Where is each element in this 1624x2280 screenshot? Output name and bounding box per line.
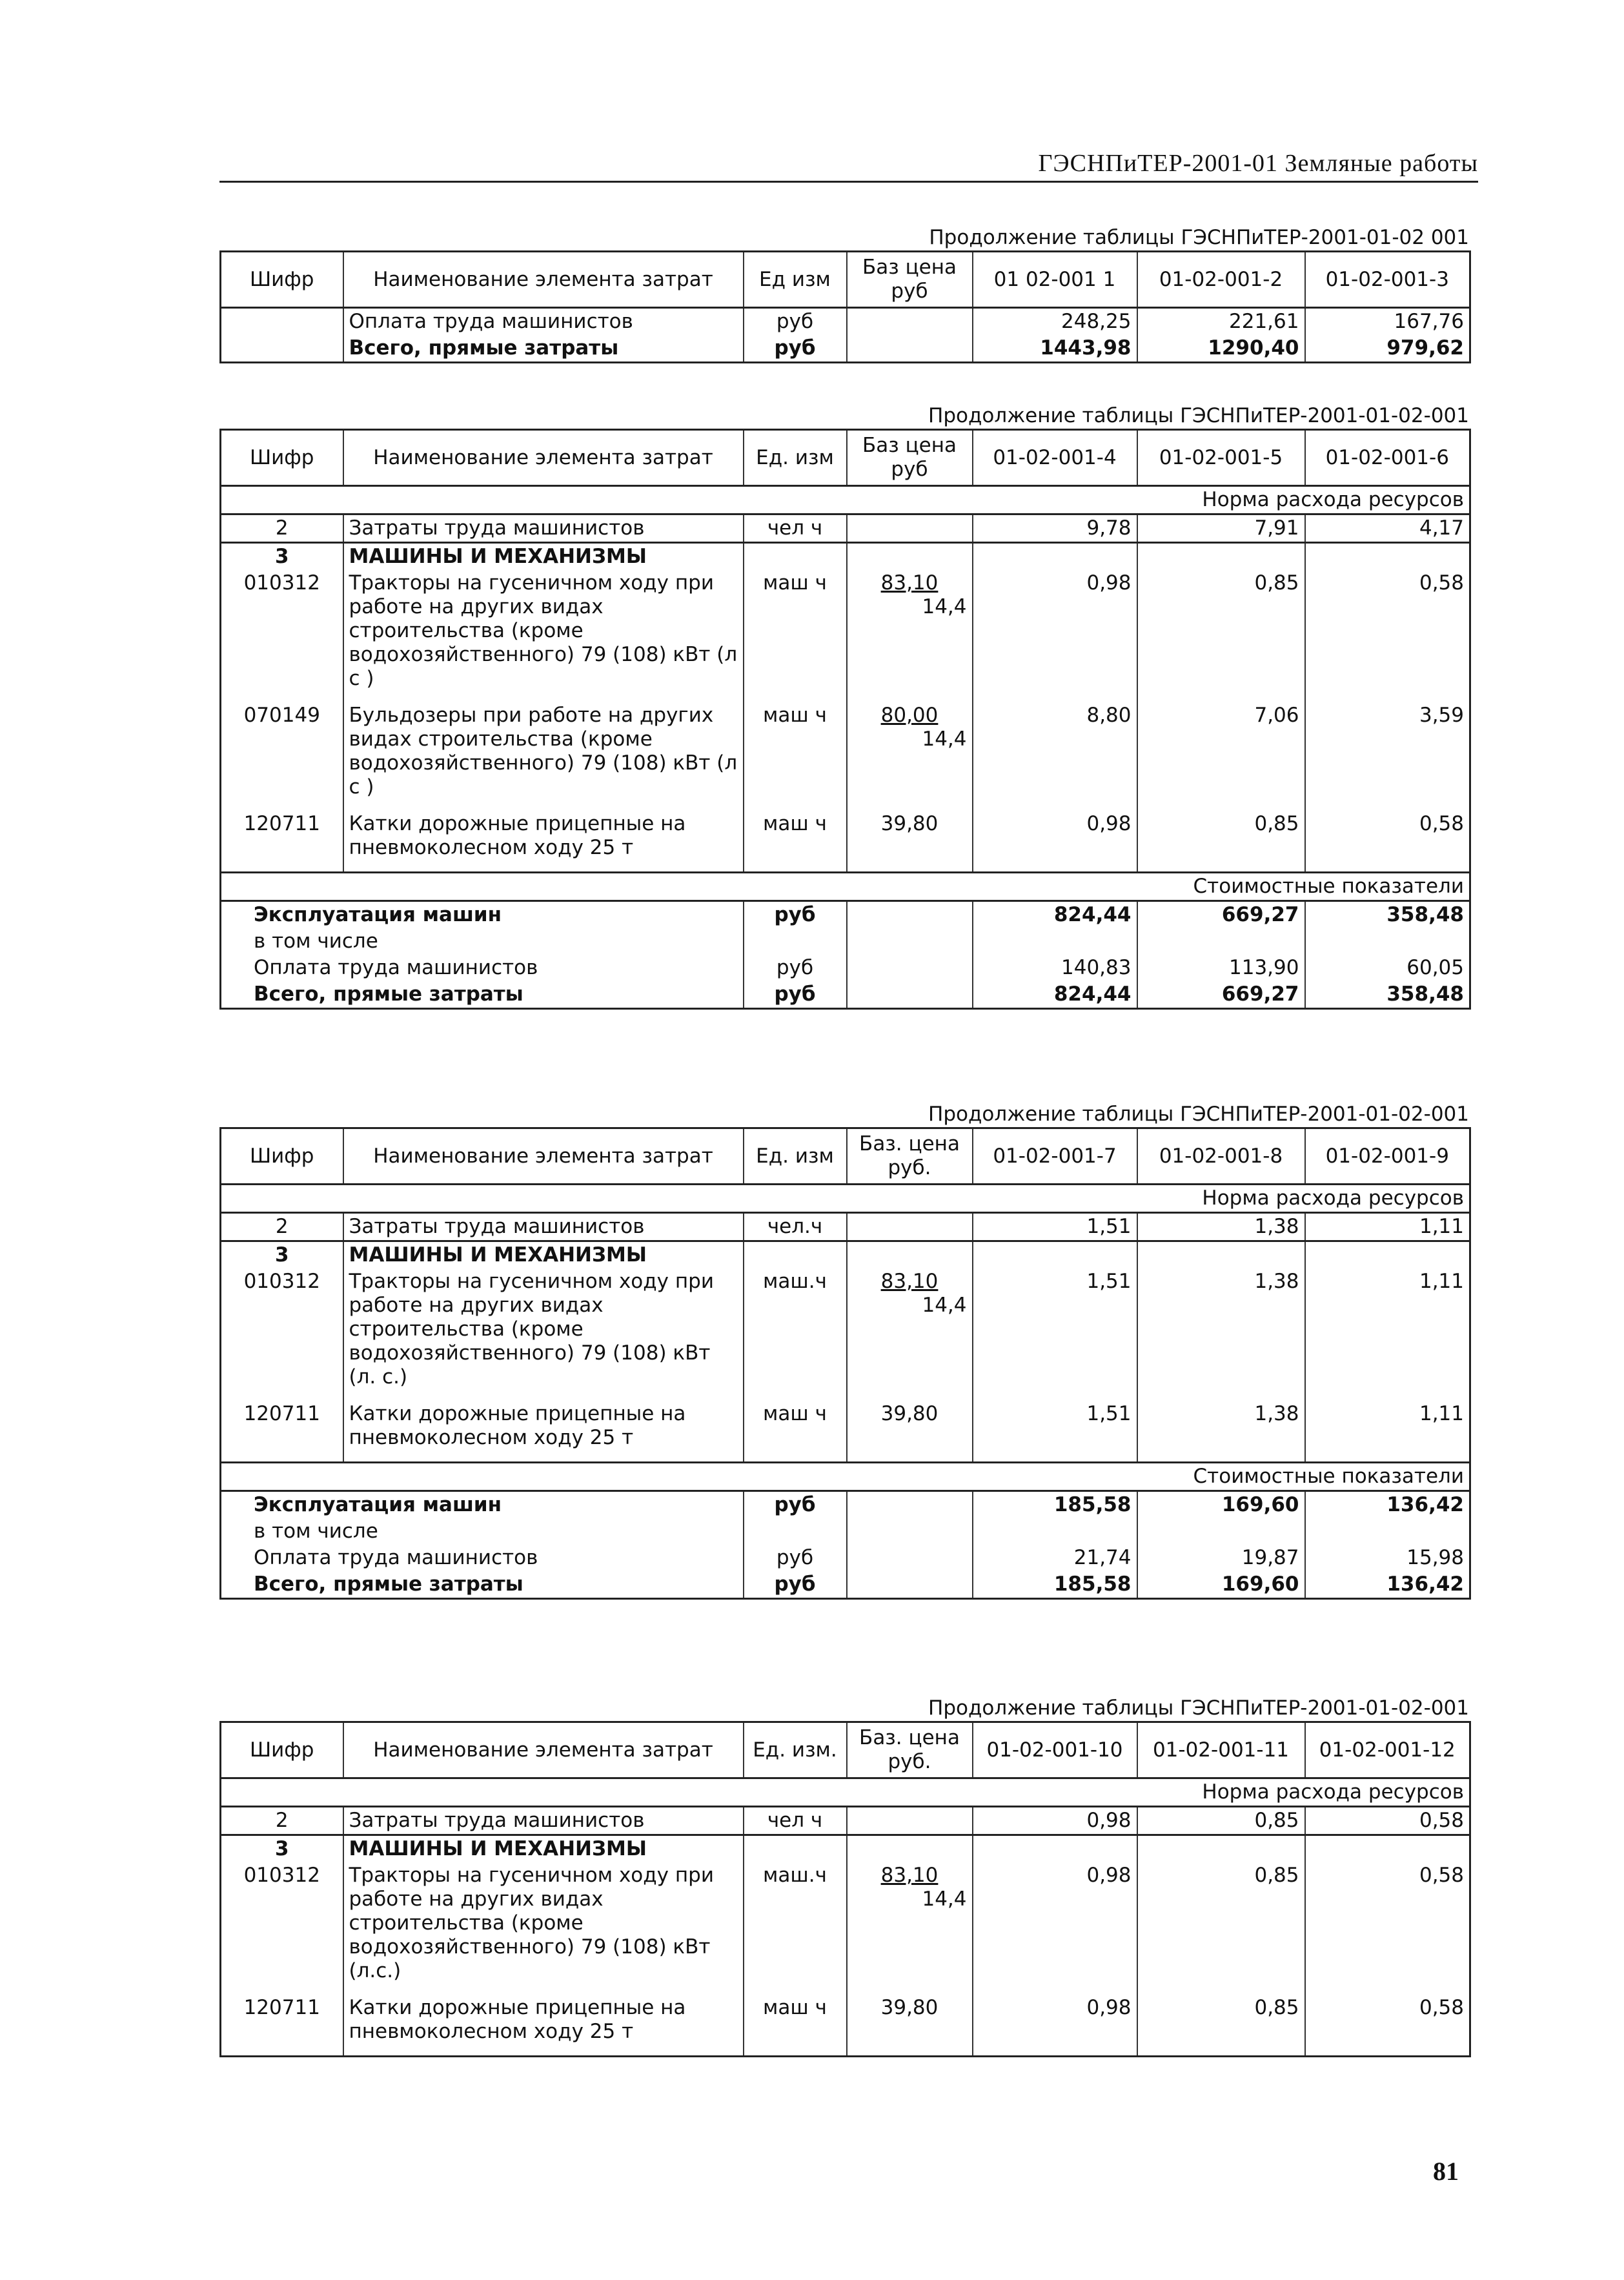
cost-row — [221, 1545, 1470, 1571]
table-row — [221, 1995, 1470, 2057]
column-header: 01-02-001-10 — [973, 1722, 1137, 1778]
unit: руб — [744, 955, 847, 981]
value-cell — [1137, 1835, 1305, 1863]
resource-code: 3 — [221, 543, 343, 571]
cost-name: Оплата труда машинистов — [221, 1545, 744, 1571]
resource-name: Затраты труда машинистов — [343, 1807, 744, 1835]
section-label: Норма расхода ресурсов — [221, 486, 1470, 514]
value-cell — [1137, 1241, 1305, 1269]
empty-cell — [847, 1571, 973, 1599]
value-cell: 0,58 — [1419, 1864, 1464, 1887]
value-cell: 4,17 — [1305, 514, 1470, 543]
value-cell: 1,38 — [1137, 1268, 1305, 1401]
base-price-cell — [847, 1401, 973, 1463]
value-cell: 0,98 — [973, 811, 1137, 873]
resource-name: Оплата труда машинистов — [343, 308, 744, 336]
column-header: 01-02-001-8 — [1137, 1128, 1305, 1185]
base-price-cell — [847, 308, 973, 336]
cost-name: Эксплуатация машин — [221, 901, 744, 929]
cost-name: Всего, прямые затраты — [221, 1571, 744, 1599]
table-row — [221, 308, 1470, 336]
cost-row — [221, 1518, 1470, 1545]
value-cell: 0,58 — [1305, 811, 1470, 873]
resource-name: МАШИНЫ И МЕХАНИЗМЫ — [343, 543, 744, 571]
unit: руб — [744, 308, 847, 336]
resource-code: 120711 — [221, 1401, 343, 1463]
cost-table — [219, 429, 1471, 1010]
value-cell: 8,80 — [973, 702, 1137, 811]
value-cell: 0,85 — [1137, 1807, 1305, 1835]
base-price-cell — [847, 1213, 973, 1241]
unit: маш.ч — [744, 1268, 847, 1401]
value-cell: 113,90 — [1137, 955, 1305, 981]
base-price: 83,10 — [880, 571, 939, 595]
table-caption: Продолжение таблицы ГЭСНПиТЕР-2001-01-02-001 — [928, 1103, 1469, 1126]
value-cell — [973, 1518, 1137, 1545]
column-header: 01 02-001 1 — [973, 252, 1137, 308]
value-cell: 1,51 — [973, 1401, 1137, 1463]
empty-cell — [847, 1518, 973, 1545]
unit: чел.ч — [744, 1213, 847, 1241]
value-cell — [1305, 1518, 1470, 1545]
empty-cell — [847, 981, 973, 1009]
resource-code: 010312 — [221, 1268, 343, 1401]
table-caption: Продолжение таблицы ГЭСНПиТЕР-2001-01-02 001 — [929, 226, 1469, 249]
resource-code: 010312 — [221, 1862, 343, 1995]
resource-name: МАШИНЫ И МЕХАНИЗМЫ — [343, 1241, 744, 1269]
value-cell: 1,38 — [1137, 1401, 1305, 1463]
table-row — [221, 1268, 1470, 1401]
resource-code: 3 — [221, 1835, 343, 1863]
section-label: Норма расхода ресурсов — [221, 1185, 1470, 1213]
value-cell: 9,78 — [973, 514, 1137, 543]
table-row — [221, 1241, 1470, 1269]
value-cell — [1305, 543, 1470, 571]
column-header: Ед. изм — [744, 1128, 847, 1185]
page-number: 81 — [1433, 2157, 1459, 2186]
resource-name: Катки дорожные прицепные на пневмоколесном ходу 25 т — [343, 1401, 744, 1463]
value-cell: 824,44 — [973, 901, 1137, 929]
base-price-cell — [847, 702, 973, 811]
base-price-cell — [847, 1807, 973, 1835]
value-cell: 824,44 — [973, 981, 1137, 1009]
value-cell: 136,42 — [1386, 1573, 1464, 1596]
table-row — [221, 702, 1470, 811]
value-cell: 169,60 — [1137, 1571, 1305, 1599]
unit: чел ч — [744, 514, 847, 543]
resource-code: 070149 — [221, 702, 343, 811]
unit: руб — [744, 1545, 847, 1571]
value-cell — [1137, 1518, 1305, 1545]
section-label: Норма расхода ресурсов — [221, 1778, 1470, 1807]
column-header: Шифр — [221, 430, 343, 486]
column-header: Баз цена руб — [847, 252, 973, 308]
value-cell: 1,11 — [1419, 1270, 1464, 1293]
value-cell: 1,11 — [1305, 1401, 1470, 1463]
cost-row — [221, 1491, 1470, 1519]
column-header: Ед. изм. — [744, 1722, 847, 1778]
value-cell: 0,58 — [1305, 1807, 1470, 1835]
value-cell: 7,06 — [1137, 702, 1305, 811]
empty-cell — [847, 901, 973, 929]
resource-code — [221, 308, 343, 336]
column-header: Шифр — [221, 1128, 343, 1185]
table-caption: Продолжение таблицы ГЭСНПиТЕР-2001-01-02-001 — [928, 1696, 1469, 1720]
base-price-cell — [847, 543, 973, 571]
value-cell: 21,74 — [973, 1545, 1137, 1571]
base-price-wage: 14,4 — [922, 595, 967, 618]
resource-name: Тракторы на гусеничном ходу при работе на других видах строительства (кроме водохозяйственного) 79 (108) кВт (л. с.) — [343, 1268, 744, 1401]
unit: маш ч — [744, 811, 847, 873]
cost-name: Эксплуатация машин — [221, 1491, 744, 1519]
column-header: 01-02-001-3 — [1305, 252, 1470, 308]
running-header: ГЭСНПиТЕР-2001-01 Земляные работы — [219, 147, 1478, 183]
value-cell: 167,76 — [1394, 310, 1464, 333]
unit — [744, 543, 847, 571]
resource-name: Всего, прямые затраты — [343, 335, 744, 363]
value-cell: 7,91 — [1137, 514, 1305, 543]
value-cell — [1137, 543, 1305, 571]
empty-cell — [847, 928, 973, 955]
base-price-wage: 14,4 — [922, 1294, 967, 1317]
value-cell: 0,98 — [973, 570, 1137, 702]
table-caption: Продолжение таблицы ГЭСНПиТЕР-2001-01-02-001 — [928, 404, 1469, 427]
resource-code: 2 — [221, 514, 343, 543]
resource-name: Тракторы на гусеничном ходу при работе на других видах строительства (кроме водохозяйственного) 79 (108) кВт (л с ) — [343, 570, 744, 702]
table-header-row — [221, 1722, 1470, 1778]
section-row — [221, 486, 1470, 514]
resource-code: 2 — [221, 1213, 343, 1241]
base-price-cell — [847, 335, 973, 363]
value-cell: 1,51 — [973, 1268, 1137, 1401]
resource-name: Катки дорожные прицепные на пневмоколесном ходу 25 т — [343, 811, 744, 873]
base-price-cell — [847, 1995, 973, 2057]
table-row — [221, 811, 1470, 873]
unit: руб — [744, 1491, 847, 1519]
resource-name: Катки дорожные прицепные на пневмоколесном ходу 25 т — [343, 1995, 744, 2057]
column-header: 01-02-001-11 — [1137, 1722, 1305, 1778]
column-header: Баз. цена руб. — [847, 1128, 973, 1185]
value-cell: 669,27 — [1137, 981, 1305, 1009]
unit — [744, 1518, 847, 1545]
base-price-cell — [847, 1241, 973, 1269]
resource-code: 120711 — [221, 811, 343, 873]
table-row — [221, 1213, 1470, 1241]
value-cell — [973, 1241, 1137, 1269]
value-cell: 221,61 — [1137, 308, 1305, 336]
value-cell: 358,48 — [1386, 903, 1464, 926]
resource-name: Тракторы на гусеничном ходу при работе на других видах строительства (кроме водохозяйственного) 79 (108) кВт (л.с.) — [343, 1862, 744, 1995]
cost-row — [221, 928, 1470, 955]
resource-name: Затраты труда машинистов — [343, 1213, 744, 1241]
value-cell: 0,98 — [973, 1862, 1137, 1995]
unit: маш ч — [744, 1401, 847, 1463]
base-price: 39,80 — [880, 1996, 939, 2019]
empty-cell — [847, 1545, 973, 1571]
table-header-row — [221, 430, 1470, 486]
unit: маш ч — [744, 702, 847, 811]
base-price: 39,80 — [880, 1402, 939, 1425]
cost-name: в том числе — [221, 928, 744, 955]
cost-name: Оплата труда машинистов — [221, 955, 744, 981]
unit: руб — [744, 901, 847, 929]
table-row — [221, 1835, 1470, 1863]
value-cell — [1305, 1241, 1470, 1269]
column-header: Наименование элемента затрат — [343, 252, 744, 308]
column-header: Баз. цена руб. — [847, 1722, 973, 1778]
base-price: 39,80 — [880, 812, 939, 835]
empty-cell — [847, 955, 973, 981]
cost-table — [219, 250, 1471, 363]
base-price-cell — [847, 570, 973, 702]
base-price-wage: 14,4 — [922, 1888, 967, 1911]
value-cell: 140,83 — [973, 955, 1137, 981]
column-header: Баз цена руб — [847, 430, 973, 486]
table-row — [221, 1401, 1470, 1463]
unit — [744, 1241, 847, 1269]
value-cell: 19,87 — [1137, 1545, 1305, 1571]
resource-code: 120711 — [221, 1995, 343, 2057]
base-price-wage: 14,4 — [922, 728, 967, 751]
column-header: 01-02-001-5 — [1137, 430, 1305, 486]
value-cell: 1443,98 — [973, 335, 1137, 363]
unit: чел ч — [744, 1807, 847, 1835]
column-header: Ед. изм — [744, 430, 847, 486]
cost-row — [221, 981, 1470, 1009]
table-row — [221, 543, 1470, 571]
cost-table — [219, 1721, 1471, 2057]
value-cell: 1,11 — [1305, 1213, 1470, 1241]
resource-code: 2 — [221, 1807, 343, 1835]
value-cell: 0,98 — [973, 1995, 1137, 2057]
cost-row — [221, 955, 1470, 981]
base-price: 80,00 — [880, 704, 939, 727]
value-cell: 3,59 — [1419, 704, 1464, 727]
value-cell: 1,51 — [973, 1213, 1137, 1241]
value-cell: 169,60 — [1137, 1491, 1305, 1519]
unit: маш ч — [744, 1995, 847, 2057]
value-cell: 0,85 — [1137, 1862, 1305, 1995]
value-cell: 0,85 — [1137, 570, 1305, 702]
value-cell — [973, 928, 1137, 955]
value-cell: 1290,40 — [1137, 335, 1305, 363]
value-cell: 669,27 — [1137, 901, 1305, 929]
base-price-cell — [847, 514, 973, 543]
value-cell — [1305, 1835, 1470, 1863]
base-price-cell — [847, 1835, 973, 1863]
resource-name: Затраты труда машинистов — [343, 514, 744, 543]
table-row — [221, 570, 1470, 702]
table-row — [221, 514, 1470, 543]
column-header: Наименование элемента затрат — [343, 430, 744, 486]
value-cell: 185,58 — [973, 1571, 1137, 1599]
section-label: Стоимостные показатели — [221, 873, 1470, 901]
resource-name: МАШИНЫ И МЕХАНИЗМЫ — [343, 1835, 744, 1863]
value-cell: 0,58 — [1419, 571, 1464, 595]
value-cell — [1137, 928, 1305, 955]
column-header: Шифр — [221, 252, 343, 308]
value-cell: 358,48 — [1386, 982, 1464, 1006]
value-cell: 0,58 — [1419, 1996, 1464, 2019]
column-header: 01-02-001-6 — [1305, 430, 1470, 486]
value-cell — [973, 1835, 1137, 1863]
section-row — [221, 1185, 1470, 1213]
column-header: 01-02-001-9 — [1305, 1128, 1470, 1185]
unit — [744, 1835, 847, 1863]
unit: маш ч — [744, 570, 847, 702]
column-header: Ед изм — [744, 252, 847, 308]
table-header-row — [221, 252, 1470, 308]
column-header: 01-02-001-7 — [973, 1128, 1137, 1185]
empty-cell — [847, 1491, 973, 1519]
section-label: Стоимостные показатели — [221, 1463, 1470, 1491]
value-cell: 60,05 — [1406, 956, 1464, 979]
value-cell: 0,85 — [1137, 811, 1305, 873]
resource-code: 010312 — [221, 570, 343, 702]
column-header: Шифр — [221, 1722, 343, 1778]
base-price: 83,10 — [880, 1864, 939, 1887]
section-row — [221, 1463, 1470, 1491]
section-row — [221, 873, 1470, 901]
column-header: Наименование элемента затрат — [343, 1722, 744, 1778]
value-cell: 136,42 — [1386, 1493, 1464, 1516]
column-header: Наименование элемента затрат — [343, 1128, 744, 1185]
value-cell — [1305, 928, 1470, 955]
cost-table — [219, 1127, 1471, 1600]
value-cell: 185,58 — [973, 1491, 1137, 1519]
unit — [744, 928, 847, 955]
base-price-cell — [847, 811, 973, 873]
value-cell: 0,98 — [973, 1807, 1137, 1835]
base-price: 83,10 — [880, 1270, 939, 1293]
value-cell: 1,38 — [1137, 1213, 1305, 1241]
unit: руб — [744, 335, 847, 363]
cost-name: в том числе — [221, 1518, 744, 1545]
value-cell: 248,25 — [973, 308, 1137, 336]
resource-code: 3 — [221, 1241, 343, 1269]
value-cell: 979,62 — [1386, 336, 1464, 360]
cost-row — [221, 901, 1470, 929]
table-header-row — [221, 1128, 1470, 1185]
cost-name: Всего, прямые затраты — [221, 981, 744, 1009]
column-header: 01-02-001-2 — [1137, 252, 1305, 308]
value-cell — [973, 543, 1137, 571]
value-cell: 15,98 — [1406, 1546, 1464, 1569]
resource-code — [221, 335, 343, 363]
table-row — [221, 1807, 1470, 1835]
section-row — [221, 1778, 1470, 1807]
table-row — [221, 1862, 1470, 1995]
column-header: 01-02-001-4 — [973, 430, 1137, 486]
cost-row — [221, 1571, 1470, 1599]
value-cell: 0,85 — [1137, 1995, 1305, 2057]
resource-name: Бульдозеры при работе на других видах строительства (кроме водохозяйственного) 79 (108) кВт (л с ) — [343, 702, 744, 811]
unit: руб — [744, 1571, 847, 1599]
base-price-cell — [847, 1862, 973, 1995]
table-row — [221, 335, 1470, 363]
unit: руб — [744, 981, 847, 1009]
unit: маш.ч — [744, 1862, 847, 1995]
base-price-cell — [847, 1268, 973, 1401]
column-header: 01-02-001-12 — [1305, 1722, 1470, 1778]
